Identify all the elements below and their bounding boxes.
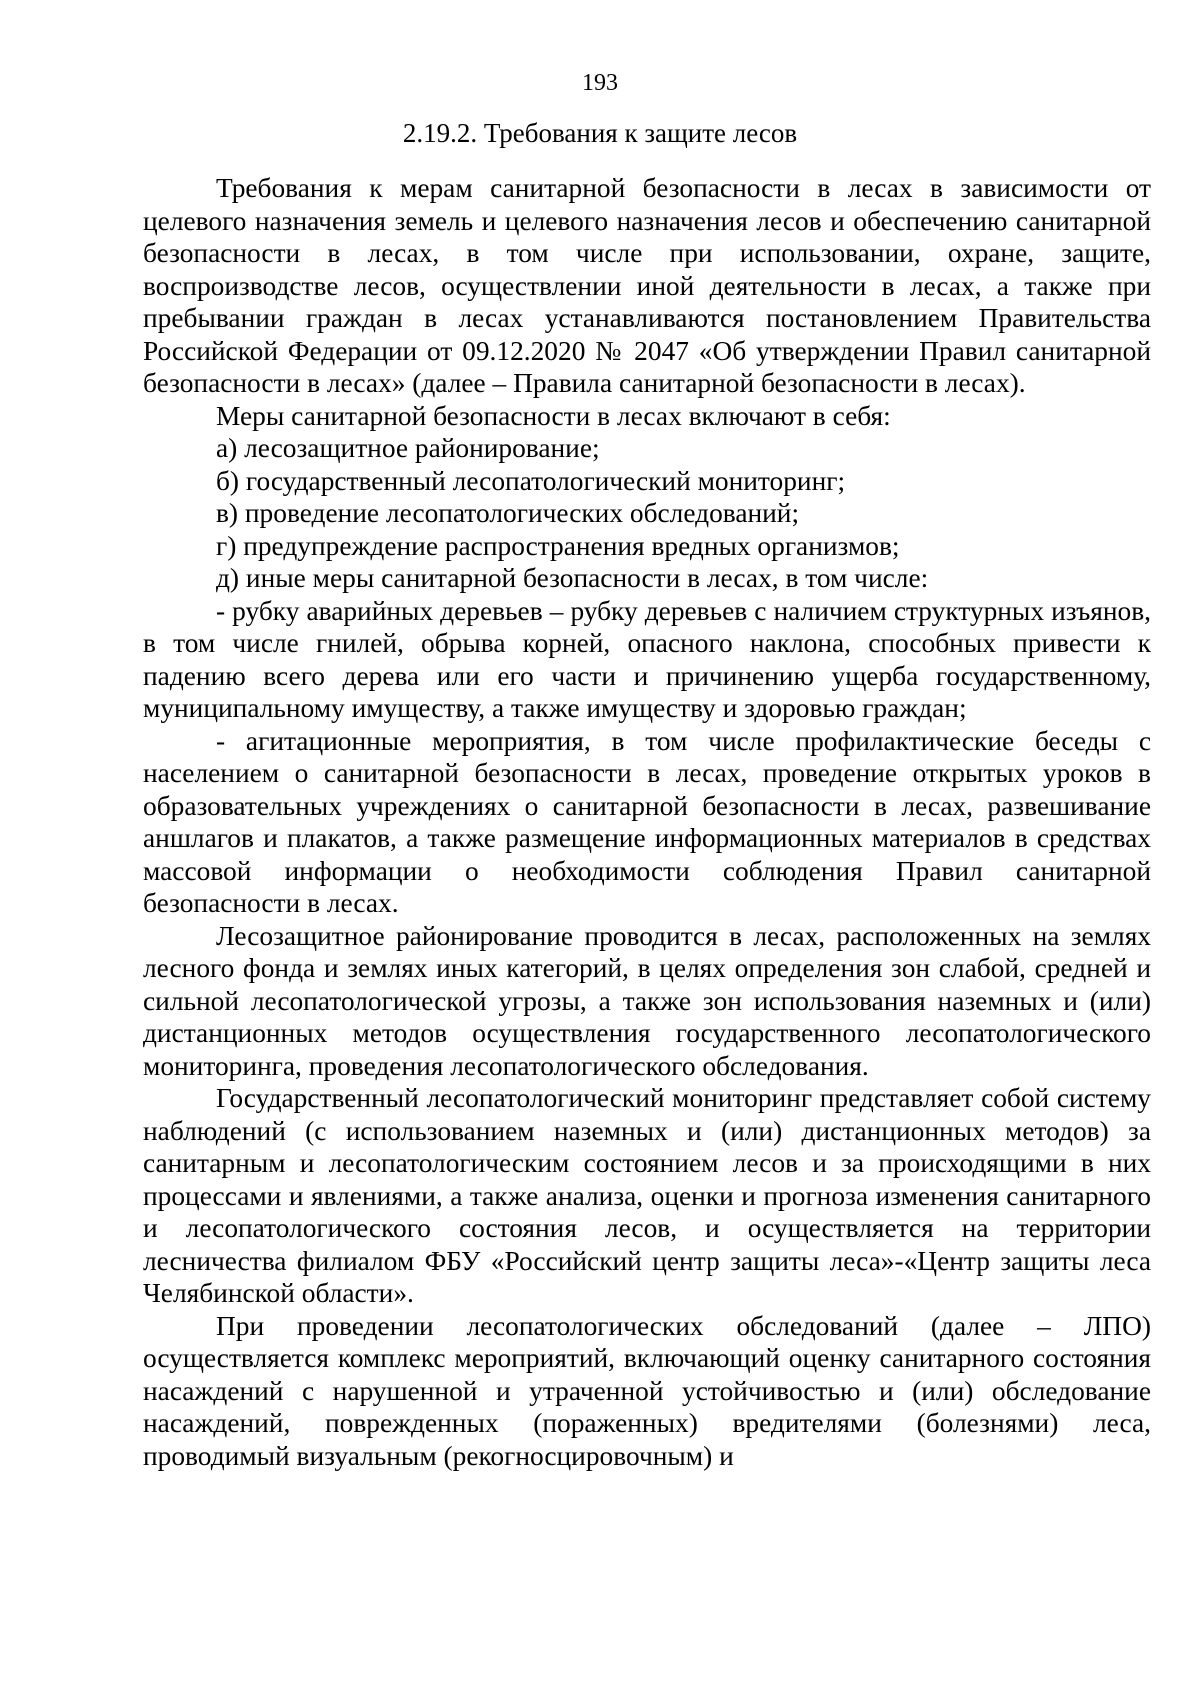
document-body: [143, 172, 1151, 1472]
list-item-d: д) иные меры санитарной безопасности в лесах, в том числе:: [216, 563, 929, 593]
paragraph-measures-intro: Меры санитарной безопасности в лесах включают в себя:: [216, 400, 891, 431]
paragraph-surveys: При проведении лесопатологических обследований (далее – ЛПО) осуществляется комплекс мероприятий, включающий оценку санитарного состояния насаждений с нарушенной и утраченной устойчивостью и (или) обследование насаждений, поврежденных (пораженных) вредителями (болезнями) леса, проводимый визуальным (рекогносцировочным) и: [143, 1310, 1151, 1471]
section-title: 2.19.2. Требования к защите лесов: [402, 118, 798, 148]
list-item-v: в) проведение лесопатологических обследований;: [216, 498, 800, 528]
list-item-g: г) предупреждение распространения вредных организмов;: [216, 530, 900, 561]
list-item-a: а) лесозащитное районирование;: [216, 433, 600, 463]
page-number: 193: [582, 70, 618, 96]
dash-item-campaign-events: - агитационные мероприятия, в том числе профилактические беседы с населением о санитарной безопасности в лесах, проведение открытых уроков в образовательных учреждениях о санитарной безопасности в лесах, развешивание аншлагов и плакатов, а также размещение информационных материалов в средствах массовой информации о необходимости соблюдения Правил санитарной безопасности в лесах.: [143, 725, 1151, 918]
list-item-b: б) государственный лесопатологический мониторинг;: [216, 465, 846, 496]
paragraph-sanitary-requirements: Требования к мерам санитарной безопасности в лесах в зависимости от целевого назначения земель и целевого назначения лесов и обеспечению санитарной безопасности в лесах, в том числе при использовании, охране, защите, воспроизводстве лесов, осуществлении иной деятельности в лесах, а также при пребывании граждан в лесах устанавливаются постановлением Правительства Российской Федерации от 09.12.2020 № 2047 «Об утверждении Правил санитарной безопасности в лесах» (далее – Правила санитарной безопасности в лесах).: [143, 173, 1151, 398]
dash-item-emergency-felling: - рубку аварийных деревьев – рубку деревьев с наличием структурных изъянов, в том числе гнилей, обрыва корней, опасного наклона, способных привести к падению всего дерева или его части и причинению ущерба государственному, муниципальному имуществу, а также имуществу и здоровью граждан;: [143, 595, 1151, 723]
paragraph-monitoring: Государственный лесопатологический мониторинг представляет собой систему наблюдений (с использованием наземных и (или) дистанционных методов) за санитарным и лесопатологическим состоянием лесов и за происходящими в них процессами и явлениями, а также анализа, оценки и прогноза изменения санитарного и лесопатологического состояния лесов, и осуществляется на территории лесничества филиалом ФБУ «Российский центр защиты леса»-«Центр защиты леса Челябинской области».: [143, 1083, 1151, 1308]
paragraph-zoning: Лесозащитное районирование проводится в лесах, расположенных на землях лесного фонда и землях иных категорий, в целях определения зон слабой, средней и сильной лесопатологической угрозы, а также зон использования наземных и (или) дистанционных методов осуществления государственного лесопатологического мониторинга, проведения лесопатологического обследования.: [143, 920, 1151, 1081]
